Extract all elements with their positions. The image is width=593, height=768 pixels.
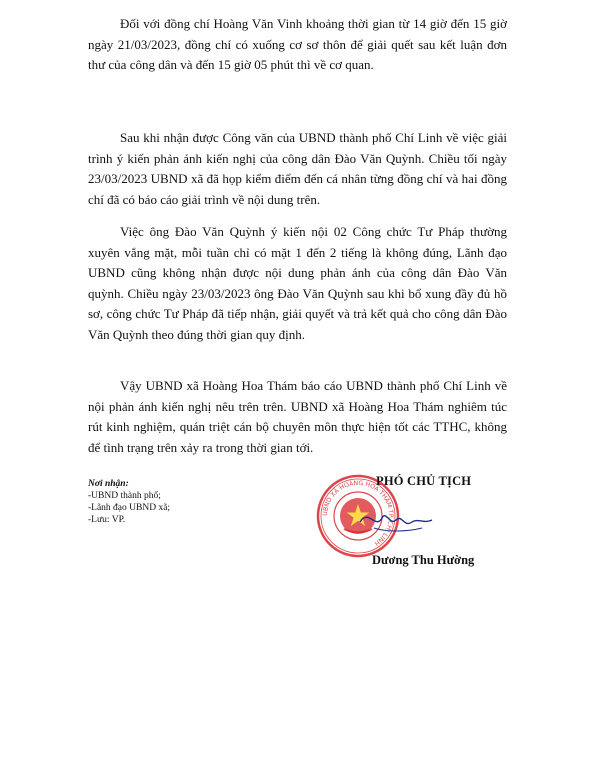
seal-text: UBND XÃ HOÀNG HOA THÁM TP. CHÍ LINH bbox=[321, 479, 395, 547]
body-paragraph-4: Vậy UBND xã Hoàng Hoa Thám báo cáo UBND thành phố Chí Linh về nội phản ánh kiến nghị nêu trên trên. UBND xã Hoàng Hoa Thám nghiêm túc rút kinh nghiệm, quán triệt cán bộ chuyên môn thực hiện tốt các TTHC, không để tình trạng trên xảy ra trong thời gian tới. bbox=[88, 378, 507, 455]
recipient-item: -UBND thành phố; bbox=[88, 491, 161, 501]
recipient-item: -Lãnh đạo UBND xã; bbox=[88, 503, 171, 513]
body-paragraph-2: Sau khi nhận được Công văn của UBND thành phố Chí Linh về việc giải trình ý kiến phản ánh kiến nghị của công dân Đào Văn Quỳnh. Chiều tối ngày 23/03/2023 UBND xã đã họp kiểm điểm đến cá nhân từng đồng chí và hai đồng chí đã có báo cáo giải trình về nội dung trên. bbox=[88, 130, 507, 207]
signer-title: PHÓ CHỦ TỊCH bbox=[376, 474, 472, 488]
handwritten-signature bbox=[356, 500, 436, 540]
body-paragraph-3: Việc ông Đào Văn Quỳnh ý kiến nội 02 Công chức Tư Pháp thường xuyên vắng mặt, mỗi tuần chỉ có mặt 1 đến 2 tiếng là không đúng, Lãnh đạo UBND cũng không nhận được nội dung phản ánh của công dân Đào Văn quỳnh. Chiều ngày 23/03/2023 ông Đào Văn Quỳnh sau khi bổ xung đầy đủ hồ sơ, công chức Tư Pháp đã tiếp nhận, giải quyết và trả kết quả cho công dân Đào Văn Quỳnh theo đúng thời gian quy định. bbox=[88, 224, 507, 342]
body-paragraph-1: Đối với đồng chí Hoàng Văn Vinh khoảng thời gian từ 14 giờ đến 15 giờ ngày 21/03/2023, đồng chí có xuống cơ sơ thôn để giải quết sau kết luận đơn thư của công dân và đến 15 giờ 05 phút thì về cơ quan. bbox=[88, 16, 507, 72]
signer-name: Dương Thu Hường bbox=[372, 553, 475, 567]
recipient-item: -Lưu: VP. bbox=[88, 515, 126, 525]
recipients-block bbox=[88, 478, 170, 526]
recipients-heading: Nơi nhận: bbox=[88, 479, 129, 489]
